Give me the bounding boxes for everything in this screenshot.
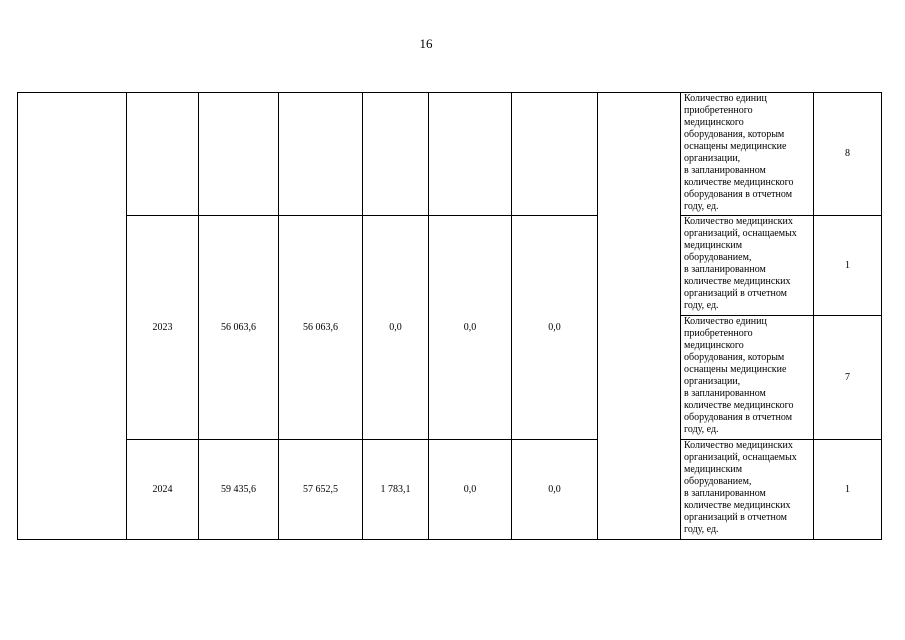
amount-cell: 0,0 [512, 440, 598, 540]
year-cell: 2023 [127, 216, 199, 440]
amount-cell [429, 93, 512, 216]
table-row [18, 216, 882, 316]
indicator-value: 1 [814, 440, 882, 540]
indicator-value: 8 [814, 93, 882, 216]
amount-cell: 0,0 [429, 440, 512, 540]
total-cell [199, 93, 279, 216]
amount-cell [512, 93, 598, 216]
amount-cell: 0,0 [363, 216, 429, 440]
year-cell: 2024 [127, 440, 199, 540]
table-row [18, 93, 882, 216]
indicator-text: Количество единиц приобретенного медицинского оборудования, которым оснащены медицинские организации, в запланированном количестве медицинского оборудования в отчетном году, ед. [681, 93, 814, 216]
amount-cell: 0,0 [429, 216, 512, 440]
amount-cell: 1 783,1 [363, 440, 429, 540]
budget-indicators-table [17, 92, 882, 540]
total-cell: 56 063,6 [199, 216, 279, 440]
page-number: 16 [419, 36, 433, 51]
amount-cell: 0,0 [512, 216, 598, 440]
indicator-text: Количество единиц приобретенного медицинского оборудования, которым оснащены медицинские организации, в запланированном количестве медицинского оборудования в отчетном году, ед. [681, 316, 814, 440]
amount-cell [363, 93, 429, 216]
year-cell [127, 93, 199, 216]
total-cell: 59 435,6 [199, 440, 279, 540]
indicator-value: 7 [814, 316, 882, 440]
indicator-text: Количество медицинских организаций, оснащаемых медицинским оборудованием, в запланированном количестве медицинских организаций в отчетном году, ед. [681, 216, 814, 316]
amount-cell [279, 93, 363, 216]
amount-cell: 57 652,5 [279, 440, 363, 540]
indicator-text: Количество медицинских организаций, оснащаемых медицинским оборудованием, в запланированном количестве медицинских организаций в отчетном году, ед. [681, 440, 814, 540]
executor-cell [598, 93, 681, 540]
program-name-cell [18, 93, 127, 540]
table-row [18, 440, 882, 540]
indicator-value: 1 [814, 216, 882, 316]
amount-cell: 56 063,6 [279, 216, 363, 440]
